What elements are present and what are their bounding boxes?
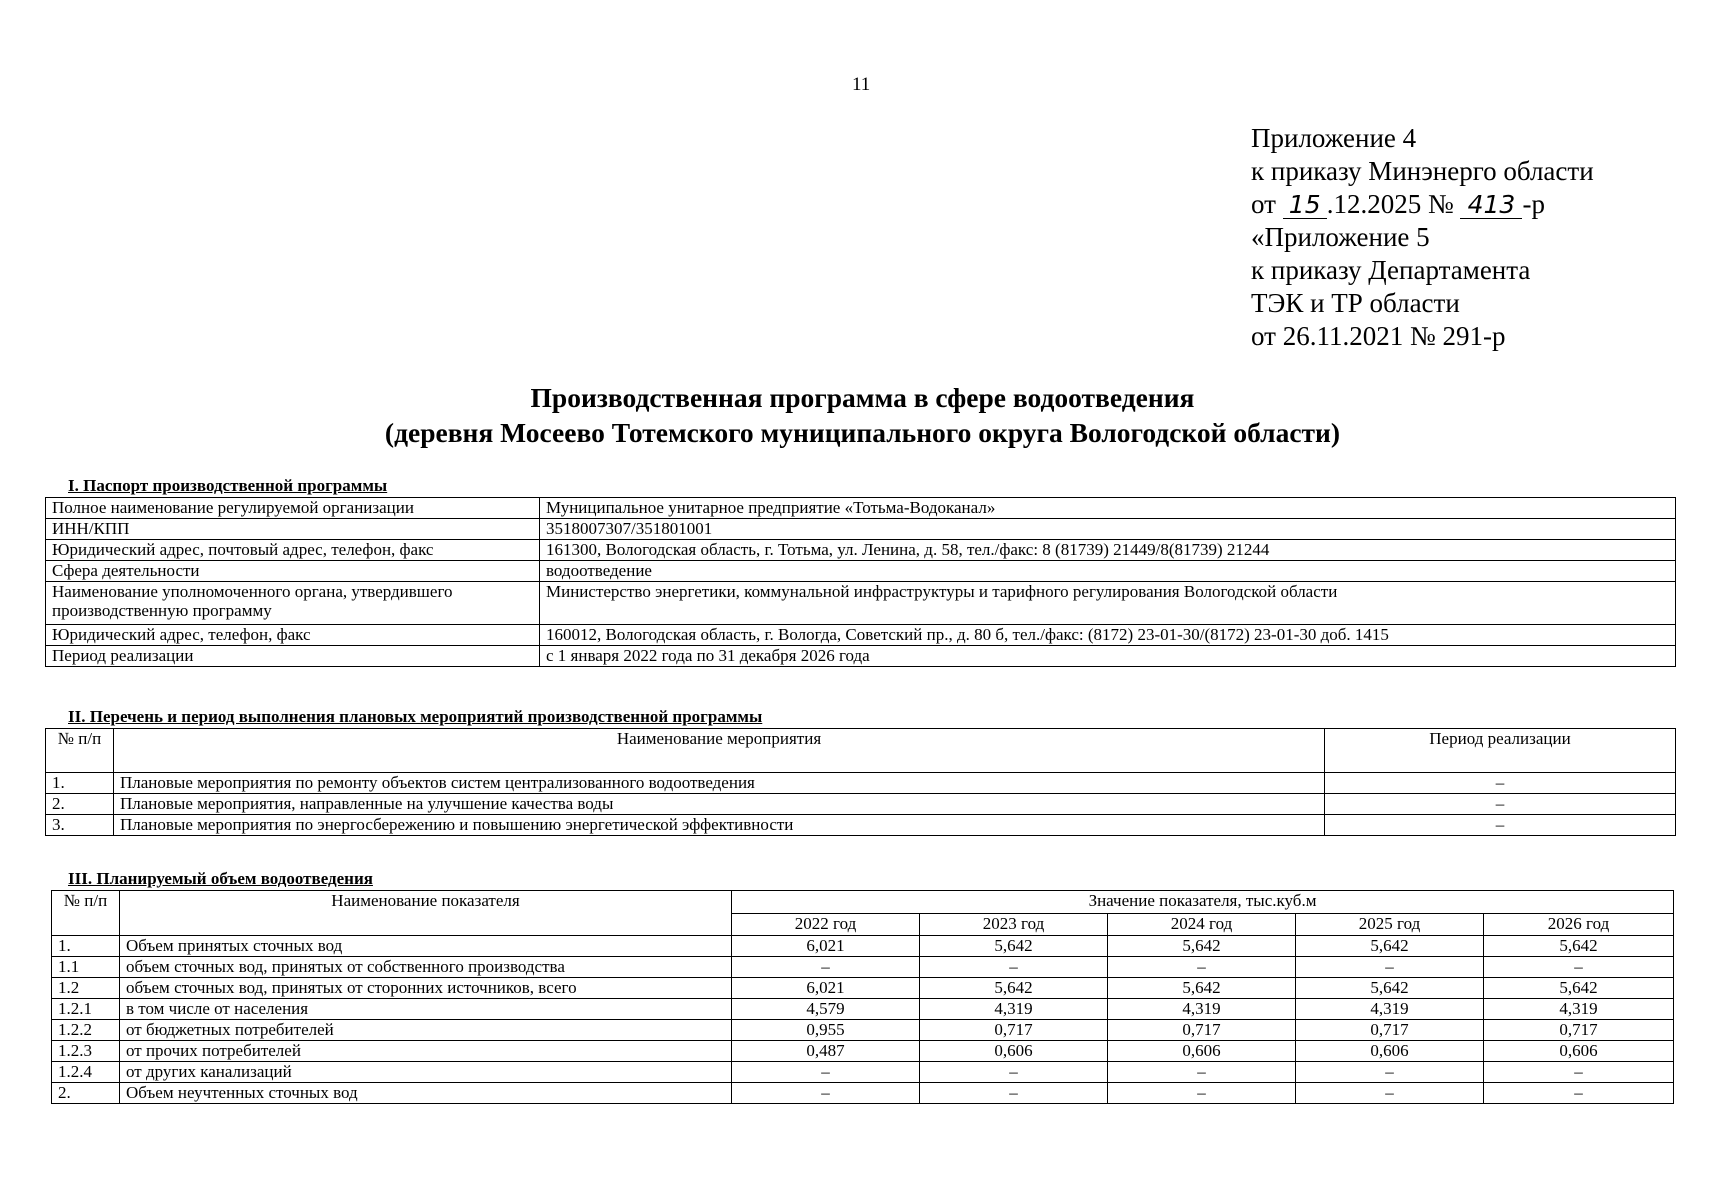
volume-row <box>52 1041 1674 1062</box>
passport-table <box>45 497 1676 667</box>
year-header: 2023 год <box>920 913 1108 936</box>
measure-name: Плановые мероприятия, направленные на улучшение качества воды <box>114 794 1325 815</box>
volume-value: – <box>1108 1083 1296 1104</box>
volume-indicator: от бюджетных потребителей <box>120 1020 732 1041</box>
page-number: 11 <box>852 74 871 95</box>
volume-value: – <box>732 1062 920 1083</box>
volume-value: 4,319 <box>1296 999 1484 1020</box>
section-1-heading: I. Паспорт производственной программы <box>68 476 388 495</box>
volume-value: – <box>1108 1062 1296 1083</box>
volume-row <box>52 978 1674 999</box>
appendix-line: «Приложение 5 <box>1251 222 1430 252</box>
volume-value: 4,319 <box>920 999 1108 1020</box>
volume-table <box>51 890 1674 1104</box>
title-line-1: Производственная программа в сфере водоотведения <box>530 382 1195 413</box>
year-header: 2022 год <box>732 913 920 936</box>
volume-indicator: в том числе от населения <box>120 999 732 1020</box>
volume-value: – <box>732 957 920 978</box>
appendix-date-prefix: от <box>1251 189 1276 219</box>
volume-num: 1.2 <box>52 978 120 999</box>
passport-row <box>46 625 1676 646</box>
appendix-date-line <box>1251 188 1594 221</box>
volume-value: 6,021 <box>732 978 920 999</box>
volume-value: 0,717 <box>920 1020 1108 1041</box>
measure-row <box>46 815 1676 836</box>
volume-value: 0,606 <box>1296 1041 1484 1062</box>
volume-row <box>52 1020 1674 1041</box>
volume-value: – <box>732 1083 920 1104</box>
volume-num: 1.1 <box>52 957 120 978</box>
volume-value: – <box>1296 1062 1484 1083</box>
volume-value: 6,021 <box>732 936 920 957</box>
col-header-num: № п/п <box>52 891 120 936</box>
col-header-num: № п/п <box>46 729 114 773</box>
passport-row <box>46 540 1676 561</box>
volume-row <box>52 936 1674 957</box>
measure-num: 1. <box>46 773 114 794</box>
passport-label: Юридический адрес, почтовый адрес, телефон, факс <box>46 540 540 561</box>
handwritten-day: 15 <box>1283 192 1327 219</box>
year-header: 2024 год <box>1108 913 1296 936</box>
measure-row <box>46 773 1676 794</box>
volume-value: – <box>920 1083 1108 1104</box>
measure-num: 2. <box>46 794 114 815</box>
appendix-line: к приказу Департамента <box>1251 255 1531 285</box>
section-2-heading: II. Перечень и период выполнения плановых мероприятий производственной программы <box>68 707 763 726</box>
volume-value: 5,642 <box>1108 936 1296 957</box>
passport-value: водоотведение <box>540 561 1676 582</box>
year-header: 2026 год <box>1484 913 1674 936</box>
volume-value: – <box>1296 957 1484 978</box>
col-header-name: Наименование мероприятия <box>114 729 1325 773</box>
volume-value: 4,579 <box>732 999 920 1020</box>
col-header-indicator: Наименование показателя <box>120 891 732 936</box>
volume-value: 0,487 <box>732 1041 920 1062</box>
volume-value: 0,606 <box>1108 1041 1296 1062</box>
volume-num: 1. <box>52 936 120 957</box>
measure-name: Плановые мероприятия по энергосбережению и повышению энергетической эффективности <box>114 815 1325 836</box>
volume-value: – <box>920 957 1108 978</box>
volume-num: 1.2.1 <box>52 999 120 1020</box>
volume-num: 1.2.3 <box>52 1041 120 1062</box>
passport-row <box>46 561 1676 582</box>
volume-row <box>52 957 1674 978</box>
measure-period: – <box>1325 794 1676 815</box>
year-header: 2025 год <box>1296 913 1484 936</box>
volume-indicator: объем сточных вод, принятых от собственного производства <box>120 957 732 978</box>
volume-value: 0,717 <box>1296 1020 1484 1041</box>
title-line-2: (деревня Мосеево Тотемского муниципального округа Вологодской области) <box>384 417 1341 448</box>
volume-num: 1.2.2 <box>52 1020 120 1041</box>
volume-value: 5,642 <box>1108 978 1296 999</box>
volume-indicator: Объем принятых сточных вод <box>120 936 732 957</box>
appendix-date-suffix: -р <box>1522 189 1545 219</box>
volume-value: 5,642 <box>1484 978 1674 999</box>
volume-value: – <box>920 1062 1108 1083</box>
passport-value: 160012, Вологодская область, г. Вологда, Советский пр., д. 80 б, тел./факс: (8172) 23-01-30/(8172) 23-01-30 доб. 1415 <box>540 625 1676 646</box>
volume-value: 5,642 <box>920 936 1108 957</box>
volume-row <box>52 1062 1674 1083</box>
volume-value: – <box>1484 957 1674 978</box>
passport-row <box>46 498 1676 519</box>
volume-value: 0,606 <box>920 1041 1108 1062</box>
volume-value: 4,319 <box>1108 999 1296 1020</box>
passport-label: Сфера деятельности <box>46 561 540 582</box>
measures-table <box>45 728 1676 836</box>
volume-value: 5,642 <box>920 978 1108 999</box>
passport-value: с 1 января 2022 года по 31 декабря 2026 года <box>540 646 1676 667</box>
volume-num: 2. <box>52 1083 120 1104</box>
volume-indicator: объем сточных вод, принятых от сторонних источников, всего <box>120 978 732 999</box>
volume-value: – <box>1296 1083 1484 1104</box>
volume-value: 0,606 <box>1484 1041 1674 1062</box>
handwritten-order-number: 413 <box>1460 192 1522 219</box>
appendix-line: к приказу Минэнерго области <box>1251 156 1594 186</box>
volume-value: 0,717 <box>1108 1020 1296 1041</box>
passport-value: Муниципальное унитарное предприятие «Тотьма-Водоканал» <box>540 498 1676 519</box>
section-3-heading: III. Планируемый объем водоотведения <box>68 869 373 888</box>
appendix-line: от 26.11.2021 № 291-р <box>1251 321 1506 351</box>
measure-period: – <box>1325 773 1676 794</box>
volume-value: 0,717 <box>1484 1020 1674 1041</box>
volume-indicator: от прочих потребителей <box>120 1041 732 1062</box>
volume-value: 5,642 <box>1484 936 1674 957</box>
col-header-period: Период реализации <box>1325 729 1676 773</box>
measure-name: Плановые мероприятия по ремонту объектов систем централизованного водоотведения <box>114 773 1325 794</box>
volume-row <box>52 1083 1674 1104</box>
passport-value: 161300, Вологодская область, г. Тотьма, ул. Ленина, д. 58, тел./факс: 8 (81739) 21449/8(81739) 21244 <box>540 540 1676 561</box>
volume-value: – <box>1108 957 1296 978</box>
appendix-line: Приложение 4 <box>1251 123 1417 153</box>
volume-value: 5,642 <box>1296 978 1484 999</box>
volume-indicator: от других канализаций <box>120 1062 732 1083</box>
volume-value: 5,642 <box>1296 936 1484 957</box>
volume-value: – <box>1484 1083 1674 1104</box>
passport-row <box>46 519 1676 540</box>
passport-value: 3518007307/351801001 <box>540 519 1676 540</box>
passport-label: ИНН/КПП <box>46 519 540 540</box>
volume-num: 1.2.4 <box>52 1062 120 1083</box>
passport-row <box>46 582 1676 625</box>
col-header-values: Значение показателя, тыс.куб.м <box>732 891 1674 914</box>
passport-row <box>46 646 1676 667</box>
appendix-block <box>1251 122 1594 353</box>
volume-indicator: Объем неучтенных сточных вод <box>120 1083 732 1104</box>
appendix-line: ТЭК и ТР области <box>1251 288 1460 318</box>
document-title <box>0 380 1725 450</box>
passport-label: Период реализации <box>46 646 540 667</box>
appendix-date-mid: .12.2025 № <box>1326 189 1454 219</box>
volume-value: – <box>1484 1062 1674 1083</box>
passport-label: Юридический адрес, телефон, факс <box>46 625 540 646</box>
measure-num: 3. <box>46 815 114 836</box>
measure-row <box>46 794 1676 815</box>
volume-value: 4,319 <box>1484 999 1674 1020</box>
passport-value: Министерство энергетики, коммунальной инфраструктуры и тарифного регулирования Вологодской области <box>540 582 1676 625</box>
volume-value: 0,955 <box>732 1020 920 1041</box>
volume-row <box>52 999 1674 1020</box>
passport-label: Наименование уполномоченного органа, утвердившего производственную программу <box>46 582 540 625</box>
measure-period: – <box>1325 815 1676 836</box>
passport-label: Полное наименование регулируемой организации <box>46 498 540 519</box>
